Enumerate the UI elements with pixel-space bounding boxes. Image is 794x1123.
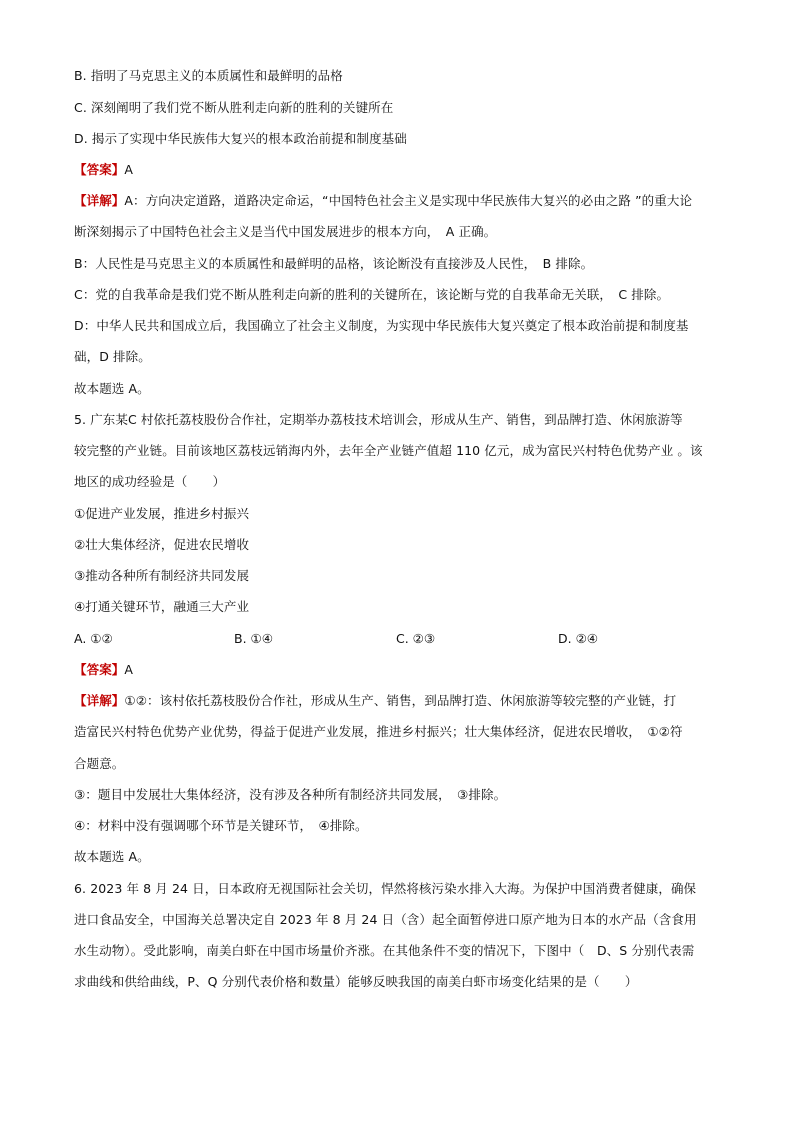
analysis-tag: 【详解】 (74, 193, 125, 208)
q4-option-d: D. 揭示了实现中华民族伟大复兴的根本政治前提和制度基础 (74, 131, 407, 146)
q4-analysis-line-1 (74, 193, 724, 209)
q6-stem-line-3: 水生动物）。受此影响，南美白虾在中国市场量价齐涨。在其他条件不变的情况下，下图中（ D、S 分别代表需 (74, 943, 695, 958)
answer-tag: 【答案】 (74, 162, 125, 177)
q5-item-4: ④打通关键环节，融通三大产业 (74, 599, 250, 614)
q6-stem-line-2: 进口食品安全，中国海关总署决定自 2023 年 8 月 24 日（含）起全面暂停进口原产地为日本的水产品（含食用 (74, 912, 697, 927)
q5-choice-d: D. ②④ (558, 631, 598, 646)
q5-analysis-line-2: 造富民兴村特色优势产业优势，得益于促进产业发展，推进乡村振兴；壮大集体经济，促进农民增收， ①②符 (74, 724, 683, 739)
q4-answer (74, 162, 724, 178)
q5-analysis-line-1 (74, 693, 724, 709)
q5-choice-a: A. ①② (74, 631, 113, 646)
q5-conclusion: 故本题选 A。 (74, 849, 150, 864)
q5-choice-c: C. ②③ (396, 631, 436, 646)
q5-stem-line-2: 较完整的产业链。目前该地区荔枝远销海内外，去年全产业链产值超 110 亿元，成为富民兴村特色优势产业 。该 (74, 443, 703, 458)
answer-value: A (124, 162, 134, 177)
q5-analysis-line-3: 合题意。 (74, 756, 125, 771)
analysis-text: A：方向决定道路，道路决定命运，“中国特色社会主义是实现中华民族伟大复兴的必由之路 ”的重大论 (124, 193, 693, 208)
q5-analysis-line-5: ④：材料中没有强调哪个环节是关键环节， ④排除。 (74, 818, 368, 833)
q5-stem-line-3: 地区的成功经验是（ ） (74, 474, 226, 489)
analysis-text: ①②：该村依托荔枝股份合作社，形成从生产、销售，到品牌打造、休闲旅游等较完整的产业链，打 (124, 693, 677, 708)
q4-option-c: C. 深刻阐明了我们党不断从胜利走向新的胜利的关键所在 (74, 100, 394, 115)
q4-analysis-line-3: B：人民性是马克思主义的本质属性和最鲜明的品格，该论断没有直接涉及人民性， B 排除。 (74, 256, 594, 271)
q5-item-2: ②壮大集体经济，促进农民增收 (74, 537, 250, 552)
analysis-tag: 【详解】 (74, 693, 125, 708)
q4-analysis-line-4: C：党的自我革命是我们党不断从胜利走向新的胜利的关键所在，该论断与党的自我革命无关联， C 排除。 (74, 287, 670, 302)
q5-stem-line-1: 5. 广东某C 村依托荔枝股份合作社，定期举办荔枝技术培训会，形成从生产、销售，到品牌打造、休闲旅游等 (74, 412, 683, 427)
q4-analysis-line-5: D：中华人民共和国成立后，我国确立了社会主义制度，为实现中华民族伟大复兴奠定了根本政治前提和制度基 (74, 318, 689, 333)
q5-answer (74, 662, 724, 678)
q6-stem-line-1: 6. 2023 年 8 月 24 日，日本政府无视国际社会关切，悍然将核污染水排入大海。为保护中国消费者健康，确保 (74, 881, 697, 896)
q5-analysis-line-4: ③：题目中发展壮大集体经济，没有涉及各种所有制经济共同发展， ③排除。 (74, 787, 507, 802)
q4-option-b: B. 指明了马克思主义的本质属性和最鲜明的品格 (74, 68, 343, 83)
q4-conclusion: 故本题选 A。 (74, 381, 150, 396)
answer-value: A (124, 662, 134, 677)
q5-item-3: ③推动各种所有制经济共同发展 (74, 568, 250, 583)
q4-analysis-line-2: 断深刻揭示了中国特色社会主义是当代中国发展进步的根本方向， A 正确。 (74, 224, 497, 239)
q4-analysis-line-6: 础，D 排除。 (74, 349, 151, 364)
q5-item-1: ①促进产业发展，推进乡村振兴 (74, 506, 250, 521)
q5-choice-b: B. ①④ (234, 631, 273, 646)
q6-stem-line-4: 求曲线和供给曲线，P、Q 分别代表价格和数量）能够反映我国的南美白虾市场变化结果的是（ ） (74, 974, 638, 989)
answer-tag: 【答案】 (74, 662, 125, 677)
